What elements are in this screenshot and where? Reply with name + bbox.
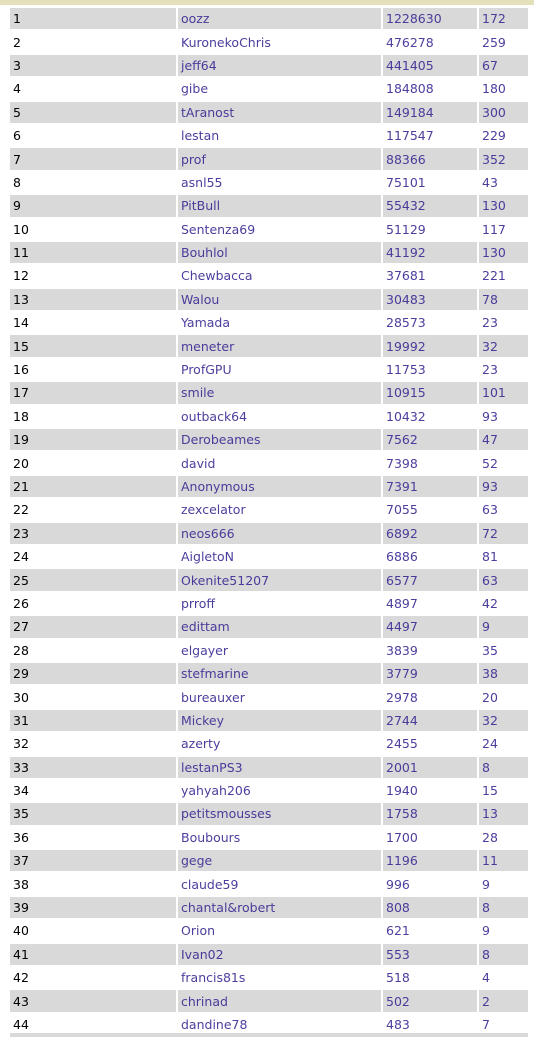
count-cell: 23: [479, 359, 528, 380]
player-name-link[interactable]: PitBull: [178, 195, 383, 216]
count-cell: 28: [479, 827, 528, 848]
rank-cell: 38: [10, 873, 178, 894]
table-row: [10, 8, 528, 29]
player-name-link[interactable]: Chewbacca: [178, 265, 383, 286]
score-cell: 51129: [383, 219, 479, 240]
count-cell: 130: [479, 195, 528, 216]
count-cell: 32: [479, 335, 528, 356]
count-cell: 24: [479, 733, 528, 754]
count-cell: 9: [479, 920, 528, 941]
player-name-link[interactable]: outback64: [178, 406, 383, 427]
score-cell: 3779: [383, 663, 479, 684]
table-row: [10, 757, 528, 778]
score-cell: 996: [383, 873, 479, 894]
count-cell: 180: [479, 78, 528, 99]
table-row: [10, 733, 528, 754]
player-name-link[interactable]: Bouhlol: [178, 242, 383, 263]
table-row: [10, 335, 528, 356]
player-name-link[interactable]: Derobeames: [178, 429, 383, 450]
player-name-link[interactable]: dandine78: [178, 1014, 383, 1035]
player-name-link[interactable]: Orion: [178, 920, 383, 941]
player-name-link[interactable]: claude59: [178, 873, 383, 894]
rank-cell: 20: [10, 452, 178, 473]
table-row: [10, 897, 528, 918]
rank-cell: 32: [10, 733, 178, 754]
player-name-link[interactable]: meneter: [178, 335, 383, 356]
score-cell: 19992: [383, 335, 479, 356]
count-cell: 11: [479, 850, 528, 871]
rank-cell: 14: [10, 312, 178, 333]
count-cell: 93: [479, 406, 528, 427]
table-row: [10, 827, 528, 848]
count-cell: 67: [479, 55, 528, 76]
rank-cell: 36: [10, 827, 178, 848]
player-name-link[interactable]: david: [178, 452, 383, 473]
table-row: [10, 1014, 528, 1035]
score-cell: 28573: [383, 312, 479, 333]
rank-cell: 22: [10, 499, 178, 520]
score-cell: 55432: [383, 195, 479, 216]
count-cell: 38: [479, 663, 528, 684]
table-row: [10, 172, 528, 193]
rank-cell: 27: [10, 616, 178, 637]
rank-cell: 33: [10, 757, 178, 778]
count-cell: 4: [479, 967, 528, 988]
table-row: [10, 219, 528, 240]
table-row: [10, 616, 528, 637]
table-row: [10, 195, 528, 216]
rank-cell: 34: [10, 780, 178, 801]
count-cell: 9: [479, 616, 528, 637]
count-cell: 13: [479, 803, 528, 824]
rank-cell: 12: [10, 265, 178, 286]
score-cell: 149184: [383, 102, 479, 123]
score-cell: 88366: [383, 148, 479, 169]
score-cell: 476278: [383, 31, 479, 52]
count-cell: 63: [479, 569, 528, 590]
score-cell: 184808: [383, 78, 479, 99]
count-cell: 101: [479, 382, 528, 403]
rank-cell: 28: [10, 640, 178, 661]
table-row: [10, 967, 528, 988]
player-name-link[interactable]: lestan: [178, 125, 383, 146]
rank-cell: 13: [10, 289, 178, 310]
rank-cell: 1: [10, 8, 178, 29]
rank-cell: 9: [10, 195, 178, 216]
player-name-link[interactable]: asnl55: [178, 172, 383, 193]
player-name-link[interactable]: Sentenza69: [178, 219, 383, 240]
player-name-link[interactable]: yahyah206: [178, 780, 383, 801]
score-cell: 441405: [383, 55, 479, 76]
player-name-link[interactable]: jeff64: [178, 55, 383, 76]
table-row: [10, 569, 528, 590]
table-row: [10, 920, 528, 941]
player-name-link[interactable]: bureauxer: [178, 686, 383, 707]
score-cell: 7562: [383, 429, 479, 450]
rank-cell: 31: [10, 710, 178, 731]
table-row: [10, 55, 528, 76]
rank-cell: 16: [10, 359, 178, 380]
count-cell: 72: [479, 523, 528, 544]
ranking-table: [10, 6, 528, 1037]
player-name-link[interactable]: tAranost: [178, 102, 383, 123]
rank-cell: 44: [10, 1014, 178, 1035]
score-cell: 1940: [383, 780, 479, 801]
rank-cell: 30: [10, 686, 178, 707]
rank-cell: 26: [10, 593, 178, 614]
score-cell: 10915: [383, 382, 479, 403]
table-row: [10, 289, 528, 310]
table-row: [10, 686, 528, 707]
player-name-link[interactable]: chrinad: [178, 990, 383, 1011]
player-name-link[interactable]: neos666: [178, 523, 383, 544]
count-cell: 93: [479, 476, 528, 497]
table-row: [10, 31, 528, 52]
rank-cell: 24: [10, 546, 178, 567]
next-row-partial: [10, 1033, 528, 1037]
count-cell: 52: [479, 452, 528, 473]
table-row: [10, 406, 528, 427]
player-name-link[interactable]: gege: [178, 850, 383, 871]
count-cell: 9: [479, 873, 528, 894]
player-name-link[interactable]: Boubours: [178, 827, 383, 848]
rank-cell: 37: [10, 850, 178, 871]
player-name-link[interactable]: Ivan02: [178, 944, 383, 965]
player-name-link[interactable]: smile: [178, 382, 383, 403]
table-row: [10, 803, 528, 824]
score-cell: 2455: [383, 733, 479, 754]
table-row: [10, 429, 528, 450]
count-cell: 81: [479, 546, 528, 567]
score-cell: 6577: [383, 569, 479, 590]
count-cell: 78: [479, 289, 528, 310]
count-cell: 229: [479, 125, 528, 146]
player-name-link[interactable]: lestanPS3: [178, 757, 383, 778]
score-cell: 6892: [383, 523, 479, 544]
count-cell: 42: [479, 593, 528, 614]
player-name-link[interactable]: azerty: [178, 733, 383, 754]
table-row: [10, 265, 528, 286]
rank-cell: 41: [10, 944, 178, 965]
player-name-link[interactable]: Walou: [178, 289, 383, 310]
player-name-link[interactable]: edittam: [178, 616, 383, 637]
player-name-link[interactable]: oozz: [178, 8, 383, 29]
rank-cell: 42: [10, 967, 178, 988]
count-cell: 23: [479, 312, 528, 333]
score-cell: 621: [383, 920, 479, 941]
count-cell: 8: [479, 944, 528, 965]
player-name-link[interactable]: francis81s: [178, 967, 383, 988]
table-row: [10, 125, 528, 146]
score-cell: 1228630: [383, 8, 479, 29]
score-cell: 37681: [383, 265, 479, 286]
table-row: [10, 663, 528, 684]
count-cell: 43: [479, 172, 528, 193]
player-name-link[interactable]: gibe: [178, 78, 383, 99]
player-name-link[interactable]: petitsmousses: [178, 803, 383, 824]
count-cell: 300: [479, 102, 528, 123]
score-cell: 10432: [383, 406, 479, 427]
rank-cell: 40: [10, 920, 178, 941]
score-cell: 3839: [383, 640, 479, 661]
rank-cell: 2: [10, 31, 178, 52]
table-row: [10, 780, 528, 801]
table-row: [10, 640, 528, 661]
rank-cell: 5: [10, 102, 178, 123]
score-cell: 7391: [383, 476, 479, 497]
player-name-link[interactable]: prof: [178, 148, 383, 169]
player-name-link[interactable]: Anonymous: [178, 476, 383, 497]
player-name-link[interactable]: stefmarine: [178, 663, 383, 684]
table-row: [10, 873, 528, 894]
count-cell: 221: [479, 265, 528, 286]
table-row: [10, 102, 528, 123]
player-name-link[interactable]: Mickey: [178, 710, 383, 731]
rank-cell: 29: [10, 663, 178, 684]
rank-cell: 15: [10, 335, 178, 356]
table-row: [10, 944, 528, 965]
score-cell: 1700: [383, 827, 479, 848]
score-cell: 30483: [383, 289, 479, 310]
rank-cell: 10: [10, 219, 178, 240]
player-name-link[interactable]: Yamada: [178, 312, 383, 333]
table-row: [10, 593, 528, 614]
score-cell: 518: [383, 967, 479, 988]
score-cell: 75101: [383, 172, 479, 193]
count-cell: 2: [479, 990, 528, 1011]
player-name-link[interactable]: chantal&robert: [178, 897, 383, 918]
table-row: [10, 546, 528, 567]
count-cell: 8: [479, 897, 528, 918]
count-cell: 7: [479, 1014, 528, 1035]
table-row: [10, 523, 528, 544]
rank-cell: 18: [10, 406, 178, 427]
count-cell: 172: [479, 8, 528, 29]
score-cell: 4497: [383, 616, 479, 637]
player-name-link[interactable]: zexcelator: [178, 499, 383, 520]
ranking-table-body: [10, 8, 528, 1035]
player-name-link[interactable]: ProfGPU: [178, 359, 383, 380]
rank-cell: 6: [10, 125, 178, 146]
player-name-link[interactable]: KuronekoChris: [178, 31, 383, 52]
player-name-link[interactable]: elgayer: [178, 640, 383, 661]
table-row: [10, 990, 528, 1011]
count-cell: 15: [479, 780, 528, 801]
rank-cell: 3: [10, 55, 178, 76]
count-cell: 352: [479, 148, 528, 169]
table-row: [10, 359, 528, 380]
score-cell: 2978: [383, 686, 479, 707]
player-name-link[interactable]: prroff: [178, 593, 383, 614]
score-cell: 2001: [383, 757, 479, 778]
score-cell: 41192: [383, 242, 479, 263]
rank-cell: 8: [10, 172, 178, 193]
score-cell: 7055: [383, 499, 479, 520]
count-cell: 259: [479, 31, 528, 52]
rank-cell: 11: [10, 242, 178, 263]
score-cell: 7398: [383, 452, 479, 473]
count-cell: 130: [479, 242, 528, 263]
table-row: [10, 312, 528, 333]
table-row: [10, 499, 528, 520]
rank-cell: 17: [10, 382, 178, 403]
score-cell: 4897: [383, 593, 479, 614]
rank-cell: 7: [10, 148, 178, 169]
table-row: [10, 850, 528, 871]
rank-cell: 35: [10, 803, 178, 824]
count-cell: 47: [479, 429, 528, 450]
rank-cell: 23: [10, 523, 178, 544]
table-row: [10, 452, 528, 473]
player-name-link[interactable]: Okenite51207: [178, 569, 383, 590]
table-row: [10, 148, 528, 169]
rank-cell: 21: [10, 476, 178, 497]
score-cell: 483: [383, 1014, 479, 1035]
count-cell: 117: [479, 219, 528, 240]
score-cell: 502: [383, 990, 479, 1011]
score-cell: 1758: [383, 803, 479, 824]
score-cell: 117547: [383, 125, 479, 146]
rank-cell: 39: [10, 897, 178, 918]
rank-cell: 43: [10, 990, 178, 1011]
table-row: [10, 710, 528, 731]
score-cell: 11753: [383, 359, 479, 380]
table-row: [10, 242, 528, 263]
table-header-strip: [0, 0, 534, 5]
table-row: [10, 382, 528, 403]
score-cell: 2744: [383, 710, 479, 731]
score-cell: 553: [383, 944, 479, 965]
count-cell: 20: [479, 686, 528, 707]
count-cell: 8: [479, 757, 528, 778]
score-cell: 1196: [383, 850, 479, 871]
player-name-link[interactable]: AigletoN: [178, 546, 383, 567]
table-row: [10, 476, 528, 497]
count-cell: 63: [479, 499, 528, 520]
score-cell: 808: [383, 897, 479, 918]
table-row: [10, 78, 528, 99]
rank-cell: 19: [10, 429, 178, 450]
count-cell: 32: [479, 710, 528, 731]
rank-cell: 25: [10, 569, 178, 590]
count-cell: 35: [479, 640, 528, 661]
score-cell: 6886: [383, 546, 479, 567]
rank-cell: 4: [10, 78, 178, 99]
